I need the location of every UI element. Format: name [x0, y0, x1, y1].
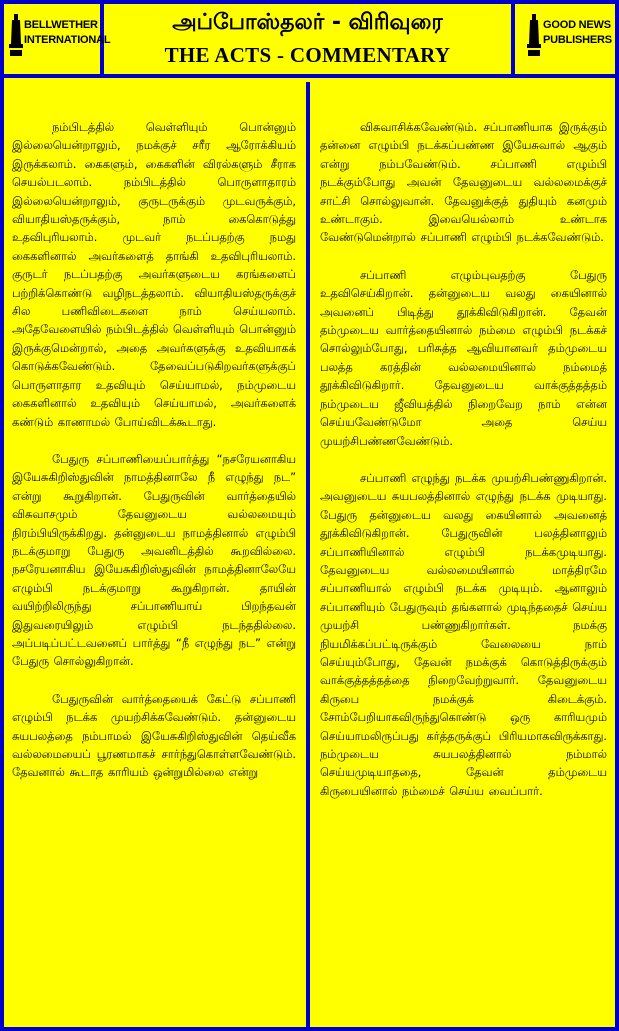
title-block	[104, 0, 511, 74]
page-title-tamil: அப்போஸ்தலர் - விரிவுரை	[172, 10, 443, 35]
right-paragraph-2: சப்பாணி எழும்புவதற்கு பேதுரு உதவிசெய்கிறான். தன்னுடைய வலது கையினால் அவனைப் பிடித்து தூக்கிவிடுகிறான். தேவன் தம்முடைய வார்த்தையினால் நம்மை எழும்பி நடக்கச் சொல்லும்போது, பரிசுத்த ஆவியானவர் தம்முடைய பலத்த கரத்தின் வல்லமையினால் நம்மைத் தூக்கிவிடுகிறார். தேவனுடைய வாக்குத்தத்தம் நம்முடைய ஜீவியத்தில் நிறைவேற நாம் என்ன செய்யவேண்டுமோ அதை செய்ய முயற்சிபண்ணவேண்டும்.	[320, 267, 607, 448]
left-paragraph-3: பேதுருவின் வார்த்தையைக் கேட்டு சப்பாணி எழும்பி நடக்க முயற்சிக்கவேண்டும். தன்னுடைய சுயபலத்தை நம்பாமல் இயேசுகிறிஸ்துவின் தெய்வீக வல்லமையைப் பூரணமாகச் சார்ந்துகொள்ளவேண்டும். தேவனால் கூடாத காரியம் ஒன்றுமில்லை என்று	[12, 691, 296, 780]
right-column	[310, 82, 619, 1027]
right-paragraph-1: விசுவாசிக்கவேண்டும். சப்பாணியாக இருக்கும் தன்னை எழும்பி நடக்கப்பண்ண இயேசுவால் ஆகும் என்று நம்பவேண்டும். சப்பாணி எழும்பி நடக்கும்போது அவன் தேவனுடைய வல்லமைக்குச் சாட்சி சொல்லுவான். தேவனுக்குத் துதியும் கனமும் உண்டாகும். இவையெல்லாம் உண்டாக வேண்டுமென்றால் சப்பாணி எழும்பி நடக்கவேண்டும்.	[320, 120, 607, 245]
page-header	[0, 0, 619, 78]
left-column	[0, 82, 310, 1027]
page-title-english: THE ACTS - COMMENTARY	[164, 43, 451, 67]
bellwether-logo	[0, 0, 111, 78]
good-news-logo-text: GOOD NEWS PUBLISHERS	[543, 19, 612, 46]
left-paragraph-1: நம்பிடத்தில் வெள்ளியும் பொன்னும் இல்லையென்றாலும், நமக்குச் சரீர ஆரோக்கியம் இருக்கலாம். கைகளும், கைகளின் விரல்களும் சீராக செயல்படலாம். நம்பிடத்தில் பொருளாதாரம் இல்லையென்றாலும், குருடருக்கும் முடவருக்கும், வியாதியஸ்தருக்கும், நாம் கைகொடுத்து உதவிபுரியலாம். முடவர் நடப்பதற்கு நமது கைகளினால் அவர்களைத் தாங்கி உதவிபுரியலாம். குருடர் நடப்பதற்கு அவர்களுடைய கரங்களைப் பற்றிக்கொண்டு வழிநடத்தலாம். வியாதியஸ்தருக்குச் சில பணிவிடைகளை நாம் செய்யலாம். அதேவேளையில் நம்பிடத்தில் வெள்ளியும் பொன்னும் இருக்குமென்றால், அதை அவர்களுக்கு உதவியாகக் கொடுக்கவேண்டும். தேவைப்படுகிறவர்களுக்குப் பொருளாதார உதவியும் செய்யாமல், நம்முடைய கைகளினால் உதவியும் செய்யாமல், அவர்களைக் கண்டும் காணாமல் போய்விடக்கூடாது.	[12, 120, 296, 429]
left-paragraph-2: பேதுரு சப்பாணியைப்பார்த்து “நசரேயனாகிய இயேசுகிறிஸ்துவின் நாமத்தினாலே நீ எழுந்து நட” என்று கூறுகிறான். பேதுருவின் வார்த்தையில் விசுவாசமும் தேவனுடைய வல்லமையும் நிரம்பியிருக்கிறது. தன்னுடைய நாமத்தினால் எழும்பி நடக்குமாறு பேதுரு அவனிடத்தில் கூறவில்லை. நசரேயனாகிய இயேசுகிறிஸ்துவின் நாமத்தினாலேயே எழும்பி நடக்குமாறு கூறுகிறான். தாயின் வயிற்றிலிருந்து சப்பாணியாய் பிறந்தவன் இதுவரையிலும் எழும்பி நடந்ததில்லை. அப்படிப்பட்டவனைப் பார்த்து “நீ எழுந்து நட” என்று பேதுரு சொல்லுகிறான்.	[12, 451, 296, 669]
bellwether-emblem-icon	[9, 14, 23, 56]
good-news-logo	[511, 0, 619, 78]
right-paragraph-3: சப்பாணி எழுந்து நடக்க முயற்சிபண்ணுகிறான். அவனுடைய சுயபலத்தினால் எழுந்து நடக்க முடியாது. பேதுரு தன்னுடைய வலது கையினால் அவனைத் தூக்கிவிடுகிறான். பேதுருவின் பலத்தினாலும் சப்பாணியினால் எழும்பி நடக்கமுடியாது. தேவனுடைய வல்லமையினால் மாத்திரமே சப்பாணியால் எழும்பி நடக்க முடியும். ஆனாலும் சப்பாணியும் பேதுருவும் தங்களால் முடிந்ததைச் செய்ய முயற்சி பண்ணுகிறார்கள். நமக்கு நியமிக்கப்பட்டிருக்கும் வேலையை நாம் செய்யும்போது, தேவன் நமக்குக் கொடுத்திருக்கும் வாக்குத்தத்தத்தை நிறைவேற்றுவார். தேவனுடைய கிருபை நமக்குக் கிடைக்கும். சோம்பேறியாகவிருந்துகொண்டு ஒரு காரியமும் செய்யாமலிருப்பது கர்த்தருக்குப் பிரியமாகவிருக்காது. நம்முடைய சுயபலத்தினால் நம்மால் செய்யமுடியாததை, தேவன் தம்முடைய கிருபையினால் நம்மைச் செய்ய வைப்பார்.	[320, 470, 607, 798]
good-news-emblem-icon	[527, 14, 541, 56]
bellwether-logo-text: BELLWETHER INTERNATIONAL	[24, 19, 111, 46]
